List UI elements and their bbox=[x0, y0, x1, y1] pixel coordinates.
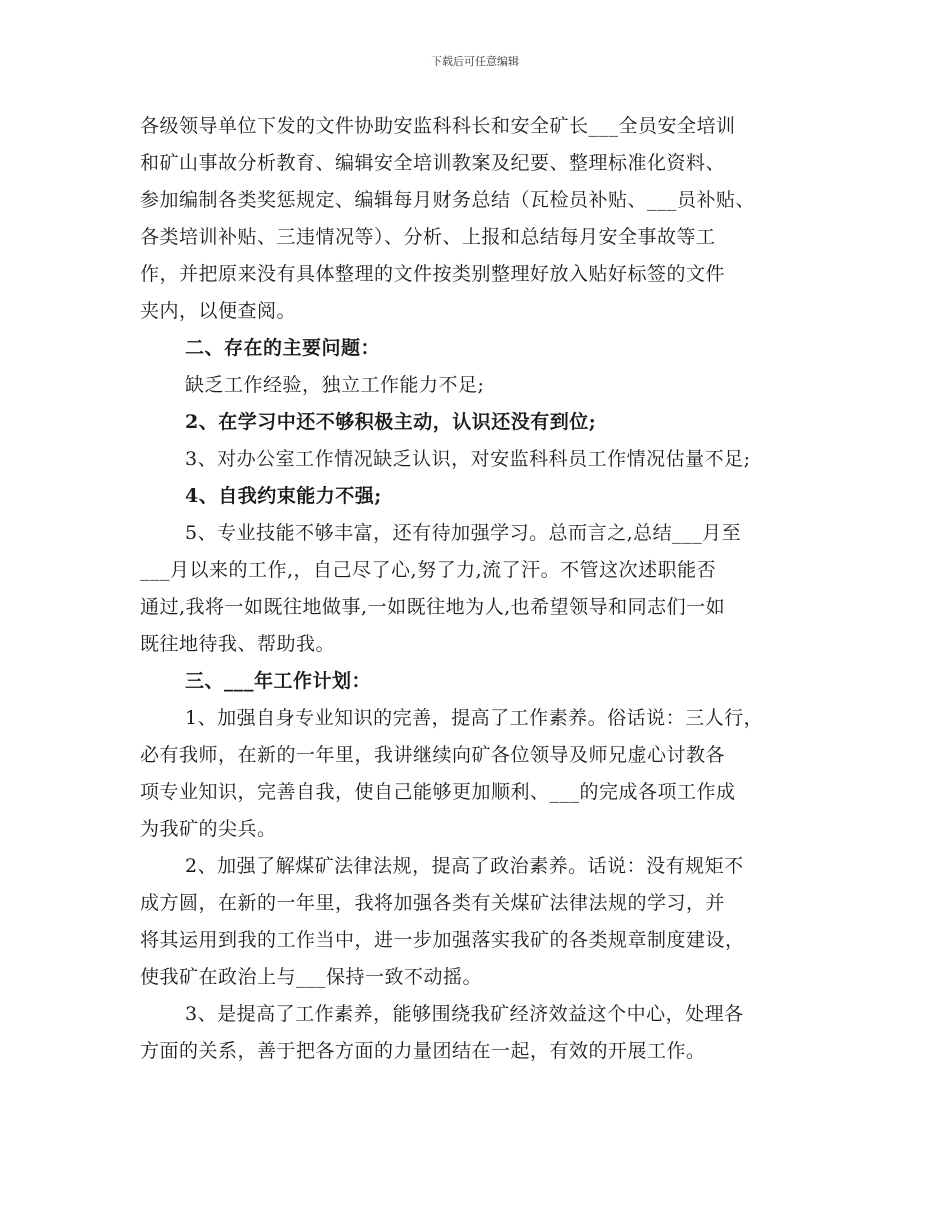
body-line: 1、加强自身专业知识的完善，提高了工作素养。俗话说：三人行， bbox=[185, 707, 764, 729]
body-line: ___月以来的工作,，自己尽了心,努了力,流了汗。不管这次述职能否 bbox=[140, 559, 717, 581]
body-line: 项专业知识，完善自我，使自己能够更加顺利、___的完成各项工作成 bbox=[140, 781, 736, 803]
body-line: 3、对办公室工作情况缺乏认识，对安监科科员工作情况估量不足; bbox=[185, 448, 751, 470]
body-line: 使我矿在政治上与___保持一致不动摇。 bbox=[140, 966, 483, 988]
section-heading: 二、存在的主要问题： bbox=[185, 337, 381, 359]
body-line: 2、加强了解煤矿法律法规，提高了政治素养。话说：没有规矩不 bbox=[185, 855, 744, 877]
body-line: 夹内，以便查阅。 bbox=[140, 300, 297, 322]
section-heading: 三、___年工作计划： bbox=[185, 670, 372, 692]
body-line: 为我矿的尖兵。 bbox=[140, 818, 277, 840]
body-line: 参加编制各类奖惩规定、编辑每月财务总结（瓦检员补贴、___员补贴、 bbox=[140, 189, 756, 211]
body-line: 作，并把原来没有具体整理的文件按类别整理好放入贴好标签的文件 bbox=[140, 263, 726, 285]
document-body bbox=[140, 108, 830, 1070]
body-line: 方面的关系，善于把各方面的力量团结在一起，有效的开展工作。 bbox=[140, 1040, 706, 1062]
body-line: 将其运用到我的工作当中，进一步加强落实我矿的各类规章制度建设， bbox=[140, 929, 745, 951]
body-line: 通过,我将一如既往地做事,一如既往地为人,也希望领导和同志们一如 bbox=[140, 596, 726, 618]
page-header: 下载后可任意编辑 bbox=[431, 55, 519, 68]
body-line: 4、自我约束能力不强; bbox=[185, 485, 382, 507]
body-line: 5、专业技能不够丰富，还有待加强学习。总而言之,总结___月至 bbox=[185, 522, 742, 544]
body-line: 必有我师，在新的一年里，我讲继续向矿各位领导及师兄虚心讨教各 bbox=[140, 744, 726, 766]
body-line: 2、在学习中还不够积极主动，认识还没有到位; bbox=[185, 411, 597, 433]
body-line: 和矿山事故分析教育、编辑安全培训教案及纪要、整理标准化资料、 bbox=[140, 152, 726, 174]
body-line: 各级领导单位下发的文件协助安监科科长和安全矿长___全员安全培训 bbox=[140, 115, 736, 137]
body-line: 各类培训补贴、三违情况等）、分析、上报和总结每月安全事故等工 bbox=[140, 226, 716, 248]
body-line: 成方圆，在新的一年里，我将加强各类有关煤矿法律法规的学习，并 bbox=[140, 892, 726, 914]
body-line: 既往地待我、帮助我。 bbox=[140, 633, 336, 655]
body-line: 3、是提高了工作素养，能够围绕我矿经济效益这个中心，处理各 bbox=[185, 1003, 744, 1025]
body-line: 缺乏工作经验，独立工作能力不足; bbox=[185, 374, 485, 396]
